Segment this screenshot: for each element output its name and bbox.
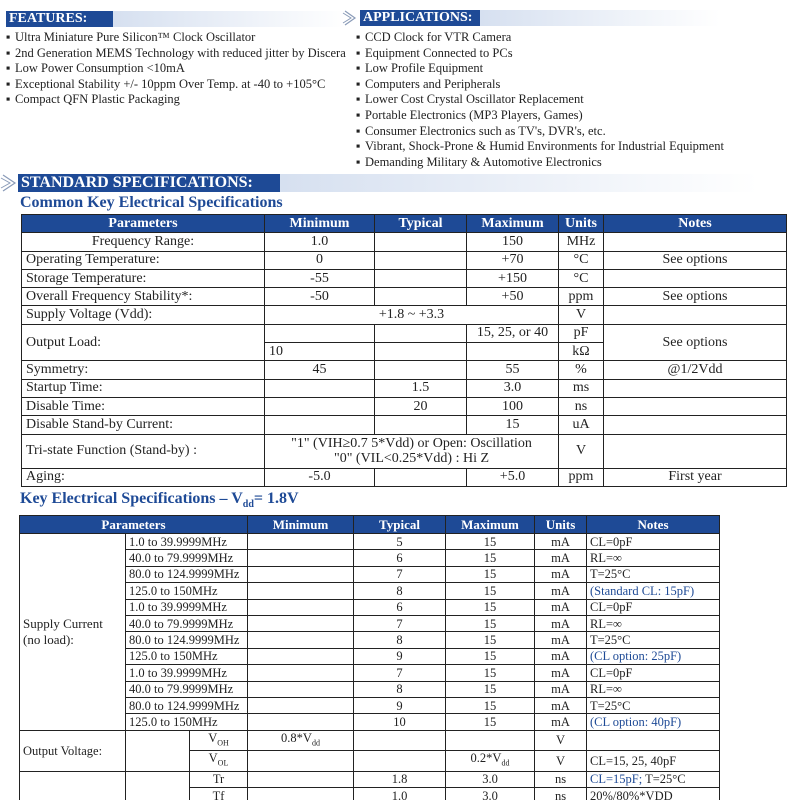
param-cell: Frequency Range: [22, 233, 265, 251]
freq-range-cell: 40.0 to 79.9999MHz [126, 681, 248, 697]
tristate-cell [265, 434, 559, 468]
features-title: FEATURES: [6, 11, 113, 27]
note-cell: First year [604, 468, 787, 486]
note-cell: 20%/80%*VDD [587, 788, 720, 800]
unit-cell: % [559, 361, 604, 379]
header-minimum: Minimum [265, 215, 375, 233]
tristate-line-2: "0" (VIL<0.25*Vdd) : Hi Z [333, 451, 490, 467]
freq-range-cell: 1.0 to 39.9999MHz [126, 599, 248, 615]
typ-cell [375, 343, 467, 361]
unit-cell: ms [559, 379, 604, 397]
typ-cell: 8 [354, 632, 446, 648]
param-cell: Overall Frequency Stability*: [22, 288, 265, 306]
param-cell: Aging: [22, 468, 265, 486]
max-cell: 15 [446, 534, 535, 550]
param-cell: Symmetry: [22, 361, 265, 379]
param-cell: Operating Temperature: [22, 251, 265, 269]
list-item: ▪ Equipment Connected to PCs [356, 45, 513, 60]
max-cell: 55 [467, 361, 559, 379]
list-item: ▪ Exceptional Stability +/- 10ppm Over Temp. at -40 to +105°C [6, 76, 326, 91]
freq-range-cell: 125.0 to 150MHz [126, 583, 248, 599]
list-item: ▪ Lower Cost Crystal Oscillator Replacement [356, 92, 584, 107]
note-cell [604, 434, 787, 468]
table-row [22, 233, 787, 251]
list-item: ▪ 2nd Generation MEMS Technology with reduced jitter by Discera [6, 45, 346, 60]
note-cell [604, 416, 787, 434]
min-cell: -5.0 [265, 468, 375, 486]
param-cell: Supply Voltage (Vdd): [22, 306, 265, 324]
freq-range-cell: 40.0 to 79.9999MHz [126, 550, 248, 566]
max-cell: 150 [467, 233, 559, 251]
supply-label-line-2: (no load): [23, 631, 74, 647]
list-item: ▪ Low Profile Equipment [356, 61, 484, 76]
table-row [22, 397, 787, 415]
chevron-right-icon [0, 174, 14, 188]
typ-cell [354, 730, 446, 751]
standard-header [18, 174, 758, 192]
unit-cell: mA [535, 681, 587, 697]
min-cell [248, 632, 354, 648]
note-cell: See options [604, 251, 787, 269]
list-item: ▪ Compact QFN Plastic Packaging [6, 92, 180, 107]
supply-current-body [20, 534, 720, 731]
note-cell [604, 306, 787, 324]
min-cell: 10 [265, 343, 375, 361]
unit-cell: mA [535, 566, 587, 582]
applications-header-fade [480, 10, 720, 26]
freq-range-cell: 1.0 to 39.9999MHz [126, 534, 248, 550]
vol-max: $0.2*V_{dd}$ [446, 751, 535, 772]
max-cell: +150 [467, 269, 559, 287]
features-list [6, 30, 346, 108]
min-cell: 0 [265, 251, 375, 269]
list-item: ▪ Consumer Electronics such as TV's, DVR's, etc. [356, 123, 606, 138]
note-cell [604, 379, 787, 397]
note-cell: T=25°C [587, 697, 720, 713]
unit-cell: ppm [559, 288, 604, 306]
note-cell: RL=∞ [587, 615, 720, 631]
key-specs-18v-title: Key Electrical Specifications – $V_{dd}= 1.8V$ [20, 490, 299, 511]
min-cell [248, 714, 354, 730]
param-cell: Startup Time: [22, 379, 265, 397]
unit-cell: mA [535, 615, 587, 631]
max-cell [446, 730, 535, 751]
param-cell: Output Load: [22, 324, 265, 361]
max-cell: 15 [446, 550, 535, 566]
typ-cell: 1.5 [375, 379, 467, 397]
table-row [22, 468, 787, 486]
min-cell [248, 550, 354, 566]
table-header-row [22, 215, 787, 233]
param-cell: Tri-state Function (Stand-by) : [22, 434, 265, 468]
header-typical: Typical [375, 215, 467, 233]
max-cell: 3.0 [467, 379, 559, 397]
spacer-cell [126, 730, 190, 771]
typ-cell [354, 751, 446, 772]
typ-cell [375, 251, 467, 269]
typ-cell [375, 324, 467, 342]
table-row [22, 306, 787, 324]
freq-range-cell: 80.0 to 124.9999MHz [126, 697, 248, 713]
table-row [20, 730, 720, 751]
chevron-right-icon [342, 10, 356, 24]
table-row [22, 416, 787, 434]
unit-cell: kΩ [559, 343, 604, 361]
note-cell [604, 233, 787, 251]
min-cell [248, 615, 354, 631]
common-specs-title: Common Key Electrical Specifications [20, 194, 283, 211]
range-cell: +1.8 ~ +3.3 [265, 306, 559, 324]
typ-cell: 1.8 [354, 771, 446, 787]
note-cell [604, 269, 787, 287]
max-cell: 15, 25, or 40 [467, 324, 559, 342]
header-parameters: Parameters [20, 516, 248, 534]
param-cell: Storage Temperature: [22, 269, 265, 287]
table-row [22, 324, 787, 342]
voh-symbol: $V_{OH}$ [190, 730, 248, 751]
table-row [20, 771, 720, 787]
table-row [22, 379, 787, 397]
unit-cell: mA [535, 599, 587, 615]
min-cell: 45 [265, 361, 375, 379]
unit-cell: MHz [559, 233, 604, 251]
applications-title: APPLICATIONS: [360, 10, 480, 26]
typ-cell: 8 [354, 583, 446, 599]
min-cell [248, 751, 354, 772]
note-cell: CL=15pF; T=25°C [587, 771, 720, 787]
table-row [22, 434, 787, 468]
max-cell [467, 343, 559, 361]
header-units: Units [535, 516, 587, 534]
vol-symbol: $V_{OL}$ [190, 751, 248, 772]
unit-cell: V [535, 751, 587, 772]
note-cell: @1/2Vdd [604, 361, 787, 379]
common-specs-table [21, 214, 787, 487]
standard-title: STANDARD SPECIFICATIONS: [18, 174, 280, 192]
unit-cell: ppm [559, 468, 604, 486]
note-cell: T=25°C [587, 632, 720, 648]
unit-cell: pF [559, 324, 604, 342]
max-cell: 15 [467, 416, 559, 434]
typ-cell [375, 468, 467, 486]
unit-cell: mA [535, 648, 587, 664]
max-cell: 15 [446, 615, 535, 631]
note-cell: (Standard CL: 15pF) [587, 583, 720, 599]
freq-range-cell: 80.0 to 124.9999MHz [126, 632, 248, 648]
typ-cell: 7 [354, 615, 446, 631]
max-cell: 15 [446, 714, 535, 730]
min-cell [248, 534, 354, 550]
min-cell: -50 [265, 288, 375, 306]
note-cell [604, 397, 787, 415]
supply-current-label [20, 534, 126, 731]
min-cell [248, 788, 354, 800]
unit-cell: uA [559, 416, 604, 434]
note-cell: CL=15, 25, 40pF [587, 751, 720, 772]
header-maximum: Maximum [467, 215, 559, 233]
typ-cell: 7 [354, 665, 446, 681]
typ-cell: 1.0 [354, 788, 446, 800]
list-item: ▪ Portable Electronics (MP3 Players, Games) [356, 107, 583, 122]
note-cell: RL=∞ [587, 550, 720, 566]
note-cell: See options [604, 324, 787, 361]
min-cell [248, 599, 354, 615]
tr-label: Tr [190, 771, 248, 787]
unit-cell: mA [535, 583, 587, 599]
note-cell: CL=0pF [587, 665, 720, 681]
freq-range-cell: 80.0 to 124.9999MHz [126, 566, 248, 582]
supply-label-line-1: Supply Current [23, 615, 103, 631]
max-cell: +70 [467, 251, 559, 269]
table-header-row [20, 516, 720, 534]
typ-cell: 7 [354, 566, 446, 582]
max-cell: +50 [467, 288, 559, 306]
header-typical: Typical [354, 516, 446, 534]
list-item: ▪ Vibrant, Shock-Prone & Humid Environments for Industrial Equipment [356, 139, 724, 154]
min-cell [248, 665, 354, 681]
max-cell: 15 [446, 566, 535, 582]
typ-cell [375, 269, 467, 287]
typ-cell: 6 [354, 599, 446, 615]
tristate-line-1: "1" (VIH≥0.7 5*Vdd) or Open: Oscillation [291, 436, 532, 452]
typ-cell [375, 361, 467, 379]
table-row [22, 361, 787, 379]
typ-cell: 8 [354, 681, 446, 697]
tf-label: Tf [190, 788, 248, 800]
typ-cell: 6 [354, 550, 446, 566]
header-notes: Notes [604, 215, 787, 233]
unit-cell: ns [535, 788, 587, 800]
min-cell: 1.0 [265, 233, 375, 251]
note-cell: RL=∞ [587, 681, 720, 697]
unit-cell: mA [535, 632, 587, 648]
typ-cell: 10 [354, 714, 446, 730]
list-item: ▪ Computers and Peripherals [356, 76, 501, 91]
applications-list [356, 30, 724, 170]
typ-cell: 20 [375, 397, 467, 415]
max-cell: 15 [446, 697, 535, 713]
min-cell: -55 [265, 269, 375, 287]
min-cell [248, 681, 354, 697]
min-cell [248, 566, 354, 582]
header-maximum: Maximum [446, 516, 535, 534]
param-cell: Disable Stand-by Current: [22, 416, 265, 434]
max-cell: 15 [446, 599, 535, 615]
standard-header-fade [280, 174, 758, 192]
header-parameters: Parameters [22, 215, 265, 233]
typ-cell [375, 233, 467, 251]
min-cell [265, 379, 375, 397]
applications-header [360, 10, 720, 26]
param-cell: Disable Time: [22, 397, 265, 415]
min-cell [248, 583, 354, 599]
list-item: ▪ Low Power Consumption <10mA [6, 61, 185, 76]
max-cell: 15 [446, 583, 535, 599]
typ-cell: 9 [354, 648, 446, 664]
max-cell: +5.0 [467, 468, 559, 486]
table-row [20, 534, 720, 550]
max-cell: 3.0 [446, 788, 535, 800]
freq-range-cell: 125.0 to 150MHz [126, 648, 248, 664]
note-cell: (CL option: 40pF) [587, 714, 720, 730]
min-cell [248, 771, 354, 787]
key-specs-18v-table [19, 515, 720, 800]
table-row [22, 251, 787, 269]
max-cell: 15 [446, 681, 535, 697]
note-cell: T=25°C [587, 566, 720, 582]
unit-cell: mA [535, 697, 587, 713]
table-row [22, 269, 787, 287]
unit-cell: ns [535, 771, 587, 787]
unit-cell: °C [559, 251, 604, 269]
header-notes: Notes [587, 516, 720, 534]
unit-cell: mA [535, 550, 587, 566]
list-item: ▪ CCD Clock for VTR Camera [356, 30, 512, 44]
max-cell: 3.0 [446, 771, 535, 787]
freq-range-cell: 125.0 to 150MHz [126, 714, 248, 730]
min-cell [265, 416, 375, 434]
max-cell: 100 [467, 397, 559, 415]
unit-cell: mA [535, 534, 587, 550]
note-cell: CL=0pF [587, 599, 720, 615]
unit-cell: mA [535, 714, 587, 730]
unit-cell: ns [559, 397, 604, 415]
unit-cell: V [559, 306, 604, 324]
note-cell: (CL option: 25pF) [587, 648, 720, 664]
freq-range-cell: 1.0 to 39.9999MHz [126, 665, 248, 681]
list-item: ▪ Demanding Military & Automotive Electronics [356, 154, 602, 169]
typ-cell [375, 288, 467, 306]
spacer-cell [126, 771, 190, 800]
min-cell [248, 648, 354, 664]
features-header-fade [113, 11, 346, 27]
max-cell: 15 [446, 648, 535, 664]
unit-cell: °C [559, 269, 604, 287]
note-cell: CL=0pF [587, 534, 720, 550]
min-cell [265, 397, 375, 415]
min-cell [265, 324, 375, 342]
freq-range-cell: 40.0 to 79.9999MHz [126, 615, 248, 631]
table-row [22, 288, 787, 306]
list-item: ▪ Ultra Miniature Pure Silicon™ Clock Oscillator [6, 30, 256, 44]
unit-cell: mA [535, 665, 587, 681]
typ-cell: 9 [354, 697, 446, 713]
typ-cell [375, 416, 467, 434]
rise-fall-label [20, 771, 126, 800]
note-cell: See options [604, 288, 787, 306]
features-header [6, 11, 346, 27]
typ-cell: 5 [354, 534, 446, 550]
header-minimum: Minimum [248, 516, 354, 534]
unit-cell: V [535, 730, 587, 751]
max-cell: 15 [446, 632, 535, 648]
note-cell [587, 730, 720, 751]
unit-cell: V [559, 434, 604, 468]
output-voltage-label: Output Voltage: [20, 730, 126, 771]
voh-min: $0.8*V_{dd}$ [248, 730, 354, 751]
max-cell: 15 [446, 665, 535, 681]
header-units: Units [559, 215, 604, 233]
min-cell [248, 697, 354, 713]
